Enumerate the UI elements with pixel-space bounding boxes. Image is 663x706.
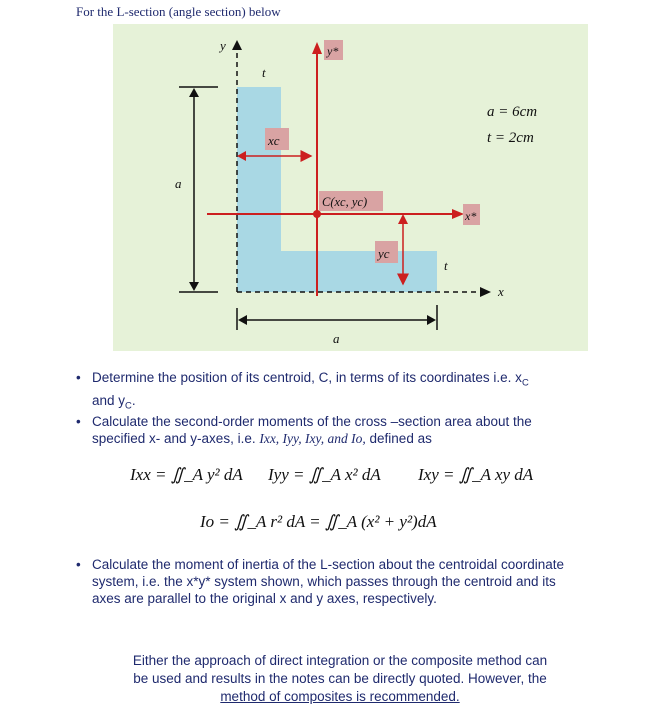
- label-y-star: y*: [327, 44, 339, 58]
- label-a-left: a: [175, 176, 182, 191]
- y-axis-arrowhead: [232, 40, 242, 50]
- bullet1-line2-sub: C: [125, 400, 132, 412]
- formula-ixy: Ixy = ∬_A xy dA: [418, 465, 534, 484]
- note-line1: Either the approach of direct integration or the composite method can: [132, 653, 548, 668]
- bullet-dot: •: [76, 370, 81, 385]
- label-yc: yc: [378, 246, 390, 261]
- label-centroid: C(xc, yc): [322, 195, 368, 209]
- bullet1-line1: Determine the position of its centroid, C, in terms of its coordinates i.e. x: [92, 370, 522, 385]
- bullet2-line1: Calculate the second-order moments of the cross –section area about the: [92, 414, 532, 429]
- bullet3-line2: system, i.e. the x*y* system shown, which passes through the centroid and its: [92, 574, 556, 589]
- formula-io: Io = ∬_A r² dA = ∬_A (x² + y²)dA: [200, 512, 437, 531]
- bullet1-line2-end: .: [131, 392, 136, 408]
- centroid-point: [313, 210, 321, 218]
- bullet1-line1-sub: C: [521, 377, 529, 389]
- bullet-dot: •: [76, 557, 81, 572]
- label-t-top: t: [262, 65, 266, 80]
- bullet3-line1: Calculate the moment of inertia of the L-section about the centroidal coordinate: [92, 557, 565, 572]
- bullet3-line3: axes are parallel to the original x and y axes, respectively.: [92, 591, 437, 606]
- x-star-arrowhead: [452, 209, 464, 219]
- x-axis-arrowhead: [480, 287, 491, 297]
- y-star-arrowhead: [312, 42, 322, 54]
- label-a-bottom: a: [333, 331, 340, 346]
- label-y: y: [220, 38, 226, 53]
- bullet2-line2-syms: Ixx, Iyy, Ixy, and Io,: [259, 431, 366, 446]
- bullet2-line2-post: defined as: [365, 431, 432, 446]
- bullet-dot: •: [76, 414, 81, 429]
- label-x-star: x*: [465, 209, 477, 223]
- label-xc: xc: [268, 133, 280, 148]
- note-line3: method of composites is recommended.: [220, 689, 460, 704]
- formula-iyy: Iyy = ∬_A x² dA: [268, 465, 381, 484]
- bullet1-line2: and y: [92, 392, 126, 408]
- heading: For the L-section (angle section) below: [76, 4, 281, 19]
- note-line2: be used and results in the notes can be directly quoted. However, the: [133, 671, 547, 686]
- bullet2-line2-pre: specified x- and y-axes, i.e.: [92, 431, 260, 446]
- label-x: x: [498, 284, 504, 299]
- param-a: a = 6cm: [487, 104, 538, 120]
- formula-ixx: Ixx = ∬_A y² dA: [130, 465, 243, 484]
- label-t-right: t: [444, 258, 448, 273]
- param-t: t = 2cm: [487, 130, 534, 146]
- note: [100, 652, 580, 706]
- l-section-shape: [237, 87, 437, 292]
